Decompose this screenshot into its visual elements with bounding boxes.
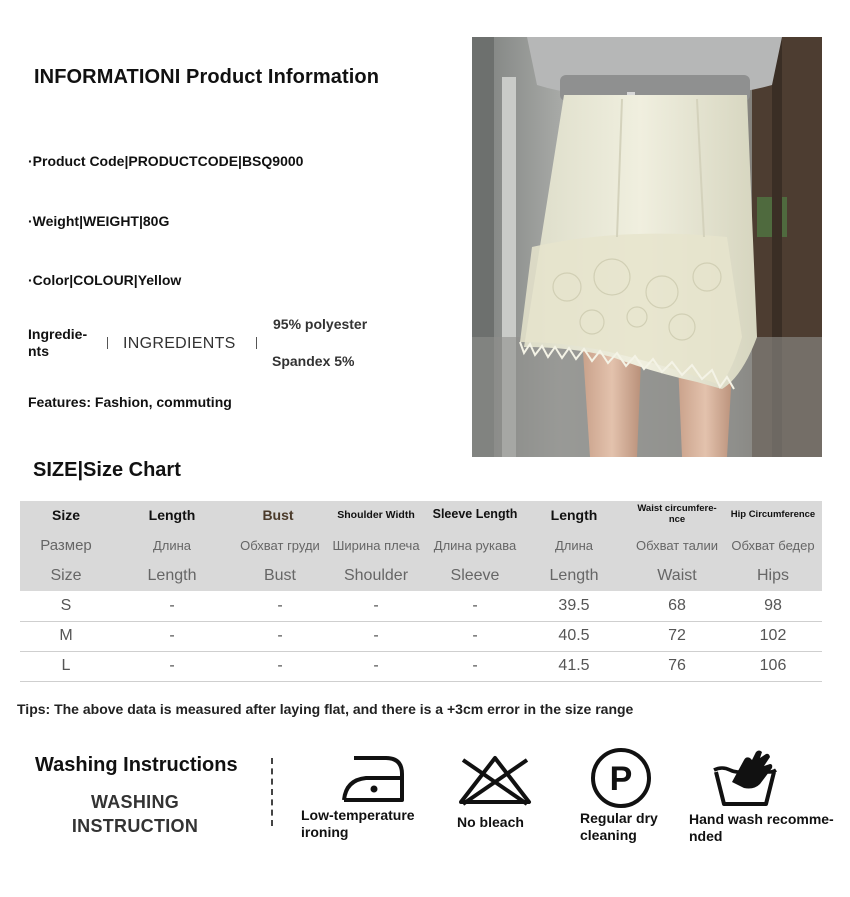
ingredient-polyester: 95% polyester [273, 316, 368, 332]
header-ru-sleeve: Длина рукава [433, 538, 517, 553]
product-photo [472, 37, 822, 457]
hand-wash-label: Hand wash recomme-nded [689, 811, 834, 844]
header-length: Length [148, 507, 196, 523]
product-features: Features: Fashion, commuting [28, 394, 232, 410]
row-s-bust: - [277, 597, 283, 614]
header-ru-shoulder: Ширина плеча [332, 538, 420, 553]
no-bleach-label: No bleach [457, 814, 524, 830]
hand-wash-icon [710, 748, 780, 813]
header-shoulder-width: Shoulder Width [337, 509, 415, 521]
dry-clean-letter: P [609, 760, 633, 798]
washing-title: Washing Instructions [35, 754, 238, 776]
row-m-size: M [59, 627, 73, 644]
row-s-hip: 98 [764, 597, 782, 614]
product-color: ·Color|COLOUR|Yellow [28, 272, 182, 288]
row-divider [20, 651, 822, 652]
row-s-waist: 68 [668, 597, 686, 614]
size-chart-title: SIZE|Size Chart [33, 459, 181, 481]
ingredients-label [28, 326, 98, 360]
row-l-shoulder: - [373, 657, 379, 674]
skirt-photo-illustration [472, 37, 822, 457]
row-m-bust: - [277, 627, 283, 644]
product-code: ·Product Code|PRODUCTCODE|BSQ9000 [28, 153, 304, 169]
row-l-waist: 76 [668, 657, 686, 674]
washing-divider [271, 758, 273, 826]
washing-subtitle: WASHING INSTRUCTION [71, 792, 199, 836]
row-l-bust: - [277, 657, 283, 674]
header-ru-length-2: Длина [554, 538, 594, 553]
row-m-length: - [169, 627, 175, 644]
ingredients-separator [107, 337, 108, 349]
header-ru-length: Длина [152, 538, 192, 553]
dry-clean-label: Regular dry cleaning [580, 810, 658, 843]
row-m-sleeve: - [472, 627, 478, 644]
row-l-size: L [61, 657, 71, 674]
header-size: Size [51, 507, 80, 523]
row-divider [20, 681, 822, 682]
row-m-length-2: 40.5 [558, 627, 590, 644]
row-s-shoulder: - [373, 597, 379, 614]
row-l-hip: 106 [759, 657, 787, 674]
row-s-size: S [60, 597, 72, 614]
ingredients-label-text: Ingredie- nts [28, 326, 88, 359]
size-tips: Tips: The above data is measured after laying flat, and there is a +3cm error in the size range [17, 701, 634, 717]
row-l-sleeve: - [472, 657, 478, 674]
row-m-hip: 102 [759, 627, 787, 644]
header-hip: Hip Circumference [730, 509, 816, 520]
row-s-length: - [169, 597, 175, 614]
header-en-bust: Bust [263, 567, 296, 584]
header-ru-bust: Обхват груди [240, 538, 320, 553]
header-en-length-2: Length [549, 567, 599, 584]
product-weight: ·Weight|WEIGHT|80G [28, 213, 170, 229]
header-waist: Waist circumfere-nce [637, 503, 717, 525]
header-ru-hip: Обхват бедер [731, 538, 815, 553]
header-en-sleeve: Sleeve [450, 567, 500, 584]
header-ru-size: Размер [40, 537, 92, 554]
iron-label: Low-temperature ironing [301, 807, 415, 840]
row-l-length-2: 41.5 [558, 657, 590, 674]
product-info-title: INFORMATIONI Product Information [34, 66, 380, 88]
header-en-size: Size [50, 567, 82, 584]
header-length-2: Length [550, 507, 598, 523]
header-en-shoulder: Shoulder [343, 567, 409, 584]
row-divider [20, 621, 822, 622]
row-m-waist: 72 [668, 627, 686, 644]
ingredients-separator [256, 337, 257, 349]
row-l-length: - [169, 657, 175, 674]
header-sleeve-length: Sleeve Length [432, 507, 518, 521]
header-en-length: Length [147, 567, 197, 584]
header-ru-waist: Обхват талии [635, 538, 719, 553]
header-en-hip: Hips [756, 567, 789, 584]
no-bleach-icon [455, 752, 535, 811]
ingredients-english: INGREDIENTS [123, 335, 236, 352]
row-s-length-2: 39.5 [558, 597, 590, 614]
row-s-sleeve: - [472, 597, 478, 614]
header-bust: Bust [262, 507, 294, 523]
header-en-waist: Waist [657, 567, 697, 584]
ingredient-spandex: Spandex 5% [272, 353, 355, 369]
iron-icon [336, 752, 408, 811]
row-m-shoulder: - [373, 627, 379, 644]
dry-clean-icon [589, 746, 653, 815]
